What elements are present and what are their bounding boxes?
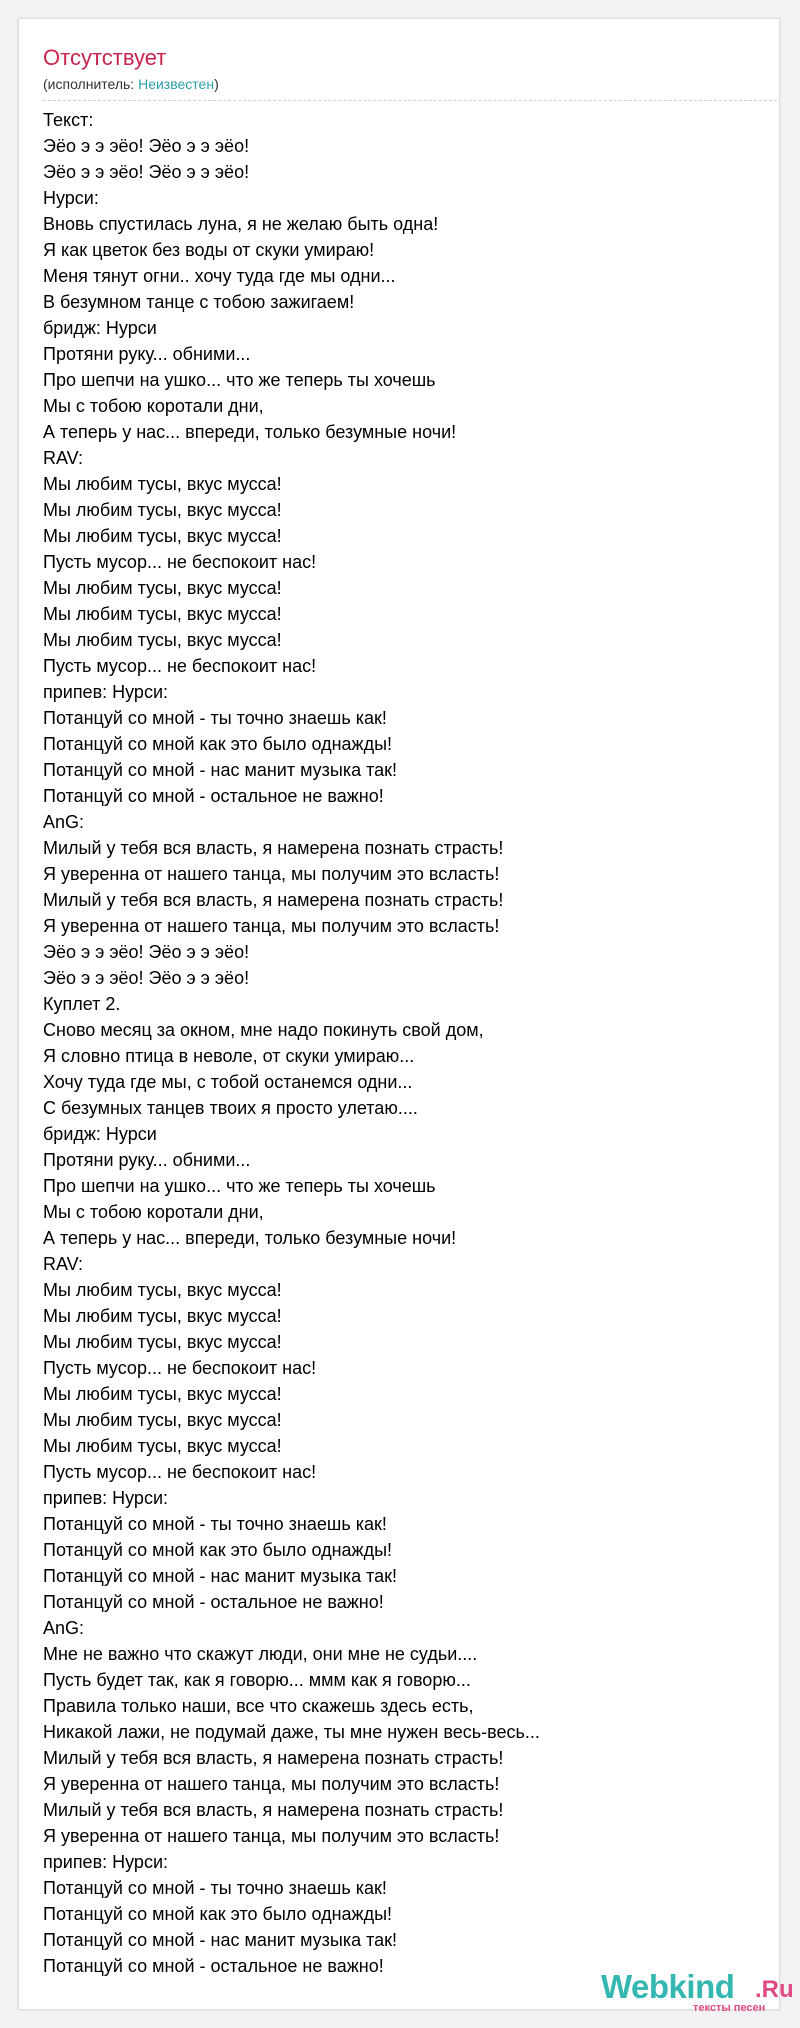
lyric-line: Мы любим тусы, вкус мусса! [43,500,282,520]
lyric-line: Мне не важно что скажут люди, они мне не судьи.... [43,1644,478,1664]
lyric-line: Милый у тебя вся власть, я намерена познать страсть! [43,1748,504,1768]
lyric-line: А теперь у нас... впереди, только безумные ночи! [43,422,457,442]
lyric-line: AnG: [43,1618,85,1638]
logo-tagline: тексты песен [693,2002,766,2014]
logo-domain: .Ru [755,1976,794,2003]
artist-link[interactable]: Неизвестен [138,76,215,92]
lyric-line: Пусть мусор... не беспокоит нас! [43,1462,317,1482]
lyric-line: Потанцуй со мной - нас манит музыка так! [43,1566,398,1586]
artist-line [43,75,219,93]
lyric-line: Эёо э э эёо! Эёо э э эёо! [43,162,250,182]
lyric-line: Эёо э э эёо! Эёо э э эёо! [43,942,250,962]
lyric-line: Потанцуй со мной - ты точно знаешь как! [43,708,387,728]
lyric-line: Сново месяц за окном, мне надо покинуть свой дом, [43,1020,484,1040]
lyric-line: Мы любим тусы, вкус мусса! [43,474,282,494]
lyric-line: припев: Нурси: [43,682,168,702]
lyric-line: Протяни руку... обними... [43,344,251,364]
lyric-line: Мы любим тусы, вкус мусса! [43,1410,282,1430]
lyric-line: Потанцуй со мной - ты точно знаешь как! [43,1878,387,1898]
lyric-line: Я уверенна от нашего танца, мы получим это всласть! [43,864,500,884]
lyric-line: Текст: [43,110,94,130]
webkind-logo [599,1969,795,2017]
lyric-line: RAV: [43,448,84,468]
lyric-line: Милый у тебя вся власть, я намерена познать страсть! [43,890,504,910]
lyric-line: Эёо э э эёо! Эёо э э эёо! [43,968,250,988]
lyric-line: бридж: Нурси [43,318,157,338]
lyric-line: Мы любим тусы, вкус мусса! [43,604,282,624]
lyric-line: Эёо э э эёо! Эёо э э эёо! [43,136,250,156]
lyric-line: Пусть мусор... не беспокоит нас! [43,552,317,572]
lyric-line: Потанцуй со мной - остальное не важно! [43,786,384,806]
lyric-line: припев: Нурси: [43,1852,168,1872]
lyric-line: Милый у тебя вся власть, я намерена познать страсть! [43,1800,504,1820]
lyric-line: Пусть мусор... не беспокоит нас! [43,656,317,676]
lyric-line: Я уверенна от нашего танца, мы получим это всласть! [43,1774,500,1794]
lyric-line: В безумном танце с тобою зажигаем! [43,292,355,312]
artist-suffix: ) [214,76,219,92]
lyric-line: припев: Нурси: [43,1488,168,1508]
lyric-line: Я как цветок без воды от скуки умираю! [43,240,375,260]
lyric-line: Я уверенна от нашего танца, мы получим это всласть! [43,916,500,936]
logo-wordmark: Webkind [601,1968,735,2005]
song-title: Отсутствует [43,45,167,70]
lyric-line: AnG: [43,812,85,832]
title-divider [43,100,777,101]
lyric-line: А теперь у нас... впереди, только безумные ночи! [43,1228,457,1248]
lyric-line: Мы любим тусы, вкус мусса! [43,526,282,546]
lyric-line: Потанцуй со мной как это было однажды! [43,1904,393,1924]
lyric-line: Потанцуй со мной - ты точно знаешь как! [43,1514,387,1534]
lyric-line: Хочу туда где мы, с тобой останемся одни... [43,1072,413,1092]
lyric-line: RAV: [43,1254,84,1274]
artist-prefix: (исполнитель: [43,76,139,92]
lyric-line: Мы с тобою коротали дни, [43,1202,264,1222]
lyric-line: Протяни руку... обними... [43,1150,251,1170]
lyric-line: Милый у тебя вся власть, я намерена познать страсть! [43,838,504,858]
lyric-line: Потанцуй со мной - нас манит музыка так! [43,760,398,780]
lyric-line: Про шепчи на ушко... что же теперь ты хочешь [43,1176,436,1196]
lyric-line: Мы любим тусы, вкус мусса! [43,578,282,598]
lyric-line: Правила только наши, все что скажешь здесь есть, [43,1696,474,1716]
lyric-line: Я уверенна от нашего танца, мы получим это всласть! [43,1826,500,1846]
lyric-line: Вновь спустилась луна, я не желаю быть одна! [43,214,439,234]
lyric-line: Пусть будет так, как я говорю... ммм как я говорю... [43,1670,471,1690]
lyric-line: Мы любим тусы, вкус мусса! [43,1332,282,1352]
lyric-line: Мы любим тусы, вкус мусса! [43,1384,282,1404]
lyric-line: С безумных танцев твоих я просто улетаю.... [43,1098,418,1118]
lyric-line: Мы любим тусы, вкус мусса! [43,630,282,650]
lyric-line: Никакой лажи, не подумай даже, ты мне нужен весь-весь... [43,1722,540,1742]
lyrics-card [18,18,794,2014]
lyric-line: Мы любим тусы, вкус мусса! [43,1436,282,1456]
lyric-line: Пусть мусор... не беспокоит нас! [43,1358,317,1378]
lyrics-text [43,107,773,1979]
lyric-line: Мы с тобою коротали дни, [43,396,264,416]
lyric-line: Куплет 2. [43,994,121,1014]
lyric-line: бридж: Нурси [43,1124,157,1144]
lyric-line: Меня тянут огни.. хочу туда где мы одни... [43,266,396,286]
lyric-line: Потанцуй со мной - нас манит музыка так! [43,1930,398,1950]
lyric-line: Потанцуй со мной - остальное не важно! [43,1956,384,1976]
lyric-line: Я словно птица в неволе, от скуки умираю... [43,1046,415,1066]
lyric-line: Мы любим тусы, вкус мусса! [43,1306,282,1326]
lyric-line: Потанцуй со мной - остальное не важно! [43,1592,384,1612]
lyric-line: Потанцуй со мной как это было однажды! [43,734,393,754]
lyric-line: Потанцуй со мной как это было однажды! [43,1540,393,1560]
lyric-line: Мы любим тусы, вкус мусса! [43,1280,282,1300]
lyric-line: Нурси: [43,188,99,208]
lyric-line: Про шепчи на ушко... что же теперь ты хочешь [43,370,436,390]
